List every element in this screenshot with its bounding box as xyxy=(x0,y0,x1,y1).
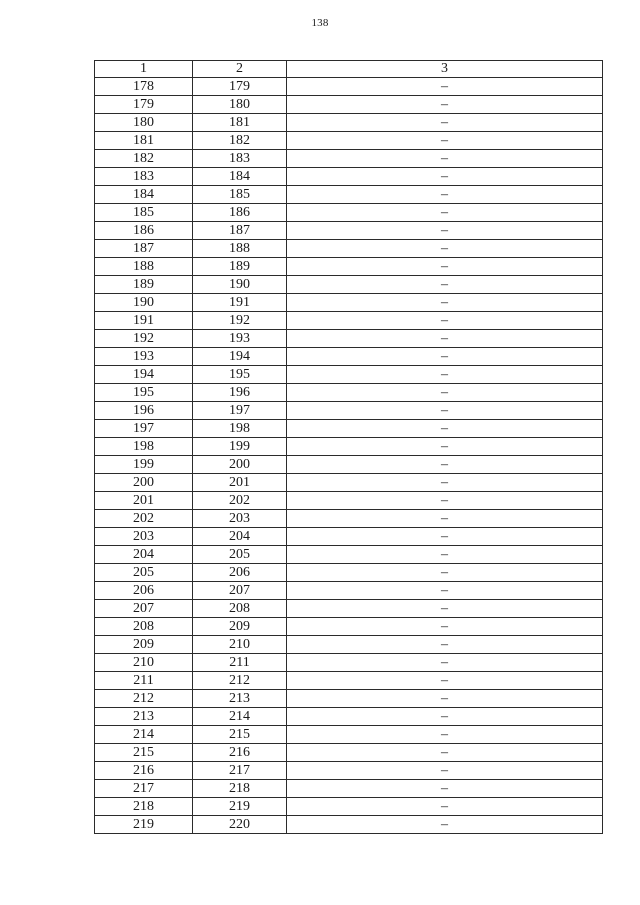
table-cell-col-2: 200 xyxy=(193,456,287,474)
table-cell-col-1: 218 xyxy=(95,798,193,816)
table-cell-col-1: 178 xyxy=(95,78,193,96)
table-cell-col-1: 209 xyxy=(95,636,193,654)
table-cell-col-2: 186 xyxy=(193,204,287,222)
table-cell-col-3: – xyxy=(287,366,603,384)
table-cell-col-3: – xyxy=(287,312,603,330)
table-cell-col-2: 206 xyxy=(193,564,287,582)
table-cell-col-3: – xyxy=(287,330,603,348)
table-cell-col-3: – xyxy=(287,510,603,528)
table-row xyxy=(95,240,603,258)
table-cell-col-2: 213 xyxy=(193,690,287,708)
table-row xyxy=(95,744,603,762)
table-cell-col-1: 192 xyxy=(95,330,193,348)
table-cell-col-3: – xyxy=(287,528,603,546)
table-cell-col-3: – xyxy=(287,492,603,510)
table-cell-col-2: 204 xyxy=(193,528,287,546)
table-row xyxy=(95,582,603,600)
table-row xyxy=(95,510,603,528)
table-row xyxy=(95,762,603,780)
table-cell-col-1: 182 xyxy=(95,150,193,168)
table-cell-col-3: – xyxy=(287,546,603,564)
table-row xyxy=(95,258,603,276)
table-cell-col-2: 183 xyxy=(193,150,287,168)
table-cell-col-2: 195 xyxy=(193,366,287,384)
table-cell-col-1: 208 xyxy=(95,618,193,636)
table-cell-col-2: 180 xyxy=(193,96,287,114)
table-cell-col-1: 201 xyxy=(95,492,193,510)
table-cell-col-3: – xyxy=(287,96,603,114)
table-cell-col-2: 201 xyxy=(193,474,287,492)
table-cell-col-3: – xyxy=(287,114,603,132)
table-cell-col-1: 193 xyxy=(95,348,193,366)
table-row xyxy=(95,726,603,744)
table-cell-col-1: 204 xyxy=(95,546,193,564)
table-row xyxy=(95,528,603,546)
table-cell-col-3: – xyxy=(287,348,603,366)
table-cell-col-1: 214 xyxy=(95,726,193,744)
table-cell-col-2: 209 xyxy=(193,618,287,636)
table-cell-col-3: – xyxy=(287,402,603,420)
table-header-row xyxy=(95,61,603,78)
table-cell-col-2: 218 xyxy=(193,780,287,798)
table-cell-col-2: 184 xyxy=(193,168,287,186)
table-cell-col-2: 194 xyxy=(193,348,287,366)
table-cell-col-3: – xyxy=(287,672,603,690)
table-row xyxy=(95,132,603,150)
table-cell-col-1: 179 xyxy=(95,96,193,114)
table-cell-col-2: 203 xyxy=(193,510,287,528)
table-cell-col-1: 213 xyxy=(95,708,193,726)
table-row xyxy=(95,96,603,114)
table-cell-col-3: – xyxy=(287,816,603,834)
table-cell-col-2: 217 xyxy=(193,762,287,780)
table-cell-col-2: 219 xyxy=(193,798,287,816)
table-cell-col-3: – xyxy=(287,654,603,672)
table-row xyxy=(95,168,603,186)
table-cell-col-3: – xyxy=(287,204,603,222)
table-cell-col-3: – xyxy=(287,762,603,780)
table-row xyxy=(95,564,603,582)
table-cell-col-2: 196 xyxy=(193,384,287,402)
table-cell-col-1: 184 xyxy=(95,186,193,204)
table-row xyxy=(95,312,603,330)
table-cell-col-3: – xyxy=(287,240,603,258)
table-row xyxy=(95,348,603,366)
table-cell-col-3: – xyxy=(287,132,603,150)
table-cell-col-2: 198 xyxy=(193,420,287,438)
table-row xyxy=(95,456,603,474)
table-row xyxy=(95,114,603,132)
table-cell-col-2: 182 xyxy=(193,132,287,150)
table-cell-col-1: 198 xyxy=(95,438,193,456)
table-cell-col-1: 215 xyxy=(95,744,193,762)
table-cell-col-2: 214 xyxy=(193,708,287,726)
table-body xyxy=(95,78,603,834)
table-cell-col-3: – xyxy=(287,186,603,204)
table-cell-col-2: 192 xyxy=(193,312,287,330)
table-row xyxy=(95,402,603,420)
table-cell-col-3: – xyxy=(287,744,603,762)
table-row xyxy=(95,150,603,168)
table-cell-col-1: 216 xyxy=(95,762,193,780)
table-row xyxy=(95,204,603,222)
table-cell-col-2: 199 xyxy=(193,438,287,456)
table-cell-col-3: – xyxy=(287,474,603,492)
table-cell-col-3: – xyxy=(287,168,603,186)
column-header-1: 1 xyxy=(95,61,193,78)
table-cell-col-1: 191 xyxy=(95,312,193,330)
table-cell-col-2: 205 xyxy=(193,546,287,564)
data-table xyxy=(94,60,603,834)
table-row xyxy=(95,780,603,798)
table-cell-col-1: 190 xyxy=(95,294,193,312)
table-cell-col-2: 210 xyxy=(193,636,287,654)
table-cell-col-1: 197 xyxy=(95,420,193,438)
table-cell-col-2: 189 xyxy=(193,258,287,276)
table-cell-col-3: – xyxy=(287,726,603,744)
table-cell-col-2: 188 xyxy=(193,240,287,258)
table-row xyxy=(95,798,603,816)
table-row xyxy=(95,420,603,438)
table-row xyxy=(95,222,603,240)
table-row xyxy=(95,618,603,636)
table-cell-col-3: – xyxy=(287,798,603,816)
table-cell-col-2: 191 xyxy=(193,294,287,312)
table-row xyxy=(95,384,603,402)
table-cell-col-2: 212 xyxy=(193,672,287,690)
table-row xyxy=(95,636,603,654)
table-cell-col-3: – xyxy=(287,276,603,294)
table-cell-col-1: 205 xyxy=(95,564,193,582)
table-row xyxy=(95,276,603,294)
table-cell-col-3: – xyxy=(287,564,603,582)
table-row xyxy=(95,186,603,204)
table-cell-col-2: 202 xyxy=(193,492,287,510)
table-cell-col-2: 190 xyxy=(193,276,287,294)
page-number: 138 xyxy=(311,17,329,29)
table-row xyxy=(95,330,603,348)
table-cell-col-3: – xyxy=(287,258,603,276)
table-row xyxy=(95,816,603,834)
table-cell-col-1: 203 xyxy=(95,528,193,546)
table-cell-col-1: 183 xyxy=(95,168,193,186)
table-cell-col-1: 200 xyxy=(95,474,193,492)
table-cell-col-2: 216 xyxy=(193,744,287,762)
table-cell-col-3: – xyxy=(287,294,603,312)
table-cell-col-2: 211 xyxy=(193,654,287,672)
table-cell-col-3: – xyxy=(287,438,603,456)
table-cell-col-1: 206 xyxy=(95,582,193,600)
table-cell-col-1: 180 xyxy=(95,114,193,132)
table-cell-col-3: – xyxy=(287,384,603,402)
table-cell-col-3: – xyxy=(287,222,603,240)
table-cell-col-3: – xyxy=(287,582,603,600)
table-row xyxy=(95,294,603,312)
table-row xyxy=(95,546,603,564)
table-row xyxy=(95,708,603,726)
table-cell-col-1: 219 xyxy=(95,816,193,834)
table-cell-col-3: – xyxy=(287,708,603,726)
table-cell-col-2: 187 xyxy=(193,222,287,240)
table-cell-col-1: 195 xyxy=(95,384,193,402)
column-header-2: 2 xyxy=(193,61,287,78)
table-cell-col-1: 199 xyxy=(95,456,193,474)
table-cell-col-1: 194 xyxy=(95,366,193,384)
table-cell-col-1: 210 xyxy=(95,654,193,672)
table-row xyxy=(95,654,603,672)
table-cell-col-1: 211 xyxy=(95,672,193,690)
table-cell-col-3: – xyxy=(287,150,603,168)
table-cell-col-1: 217 xyxy=(95,780,193,798)
table-cell-col-2: 185 xyxy=(193,186,287,204)
table-cell-col-1: 186 xyxy=(95,222,193,240)
table-cell-col-2: 193 xyxy=(193,330,287,348)
table-cell-col-3: – xyxy=(287,780,603,798)
table-cell-col-2: 179 xyxy=(193,78,287,96)
table-row xyxy=(95,366,603,384)
table-cell-col-2: 181 xyxy=(193,114,287,132)
table-cell-col-1: 187 xyxy=(95,240,193,258)
table-cell-col-1: 185 xyxy=(95,204,193,222)
table-row xyxy=(95,690,603,708)
table-cell-col-1: 181 xyxy=(95,132,193,150)
table-cell-col-1: 188 xyxy=(95,258,193,276)
table-cell-col-2: 207 xyxy=(193,582,287,600)
table-cell-col-2: 197 xyxy=(193,402,287,420)
table-cell-col-3: – xyxy=(287,78,603,96)
table-row xyxy=(95,492,603,510)
table-cell-col-3: – xyxy=(287,420,603,438)
column-header-3: 3 xyxy=(287,61,603,78)
table-cell-col-3: – xyxy=(287,600,603,618)
table-cell-col-1: 212 xyxy=(95,690,193,708)
table-cell-col-3: – xyxy=(287,456,603,474)
table-cell-col-1: 196 xyxy=(95,402,193,420)
table-cell-col-2: 208 xyxy=(193,600,287,618)
table-cell-col-1: 207 xyxy=(95,600,193,618)
table-cell-col-3: – xyxy=(287,636,603,654)
table-cell-col-1: 202 xyxy=(95,510,193,528)
table-row xyxy=(95,600,603,618)
table-row xyxy=(95,672,603,690)
table-cell-col-1: 189 xyxy=(95,276,193,294)
table-row xyxy=(95,78,603,96)
table-cell-col-2: 220 xyxy=(193,816,287,834)
table-row xyxy=(95,474,603,492)
table-cell-col-3: – xyxy=(287,618,603,636)
table-cell-col-3: – xyxy=(287,690,603,708)
table-cell-col-2: 215 xyxy=(193,726,287,744)
table-row xyxy=(95,438,603,456)
